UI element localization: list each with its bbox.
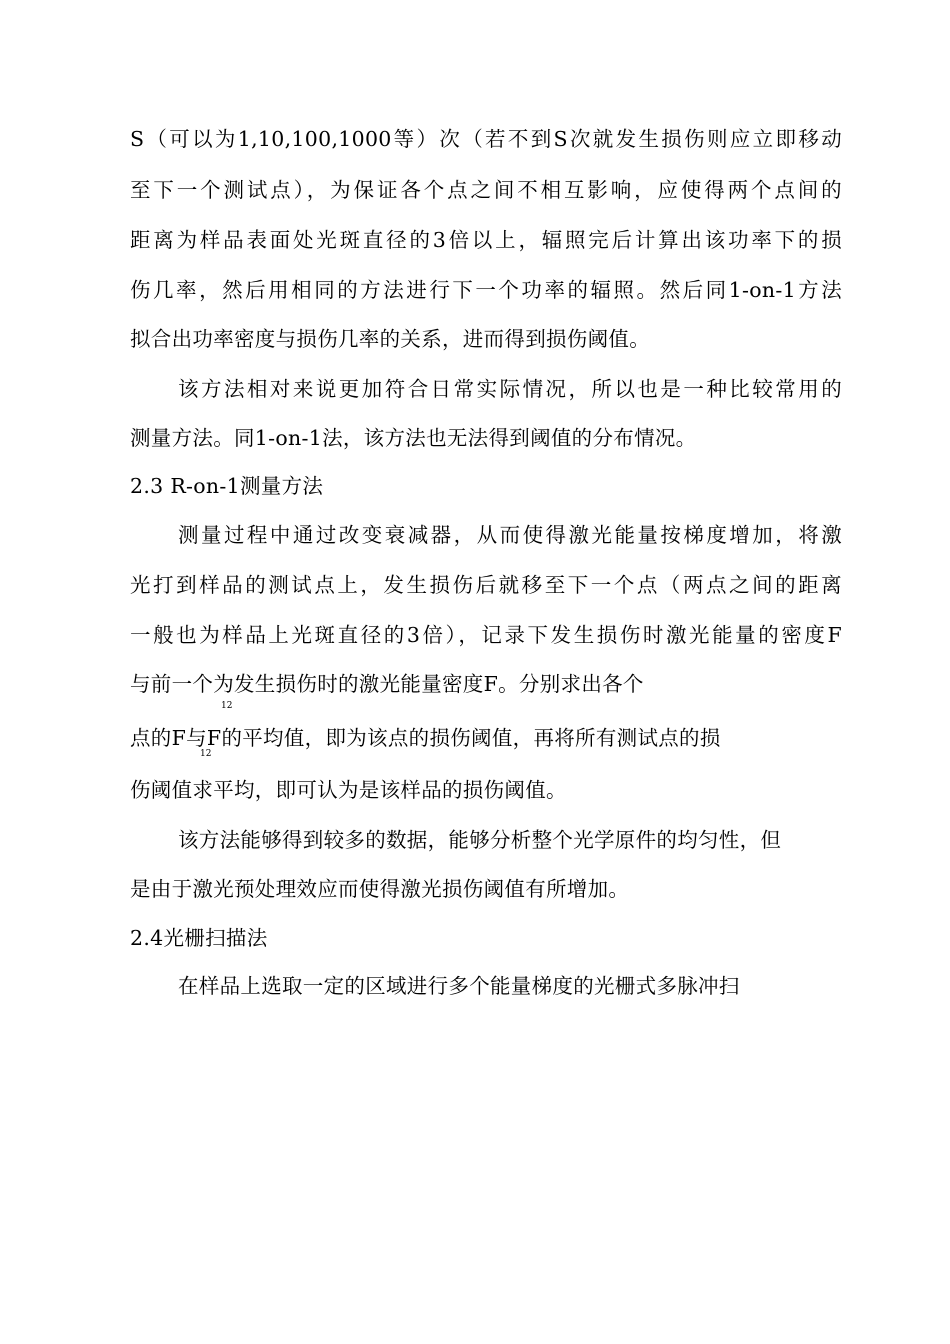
paragraph-line-18: 在样品上选取一定的区域进行多个能量梯度的光栅式多脉冲扫 [178, 974, 740, 998]
subscript-label: 12 [221, 701, 233, 711]
paragraph-line-5: 拟合出功率密度与损伤几率的关系，进而得到损伤阈值。 [130, 327, 650, 351]
paragraph-line-15: 该方法能够得到较多的数据，能够分析整个光学原件的均匀性，但 [178, 828, 782, 852]
paragraph-line-12: 与前一个为发生损伤时的激光能量密度F。分别求出各个 [130, 672, 644, 696]
subscript-label: 12 [200, 749, 212, 759]
paragraph-line-14: 伤阈值求平均，即可认为是该样品的损伤阈值。 [130, 778, 567, 802]
paragraph-line-7: 测量方法。同1-on-1法，该方法也无法得到阈值的分布情况。 [130, 426, 697, 450]
paragraph-line-1: S（可以为1,10,100,1000等）次（若不到S次就发生损伤则应立即移动 [130, 127, 842, 151]
paragraph-line-2: 至下一个测试点），为保证各个点之间不相互影响，应使得两个点间的 [130, 178, 842, 202]
paragraph-line-3: 距离为样品表面处光斑直径的3倍以上，辐照完后计算出该功率下的损 [130, 228, 842, 252]
paragraph-line-11: 一般也为样品上光斑直径的3倍），记录下发生损伤时激光能量的密度F [130, 623, 842, 647]
paragraph-line-10: 光打到样品的测试点上，发生损伤后就移至下一个点（两点之间的距离 [130, 573, 842, 597]
paragraph-line-16: 是由于激光预处理效应而使得激光损伤阈值有所增加。 [130, 877, 630, 901]
paragraph-line-13: 点的F与F的平均值，即为该点的损伤阈值，再将所有测试点的损 [130, 726, 721, 750]
paragraph-line-4: 伤几率，然后用相同的方法进行下一个功率的辐照。然后同1-on-1方法 [130, 278, 842, 302]
paragraph-line-6: 该方法相对来说更加符合日常实际情况，所以也是一种比较常用的 [178, 377, 842, 401]
section-heading-2-4: 2.4光栅扫描法 [130, 926, 268, 950]
paragraph-line-9: 测量过程中通过改变衰减器，从而使得激光能量按梯度增加，将激 [178, 523, 842, 547]
section-heading-2-3: 2.3 R-on-1测量方法 [130, 474, 324, 498]
